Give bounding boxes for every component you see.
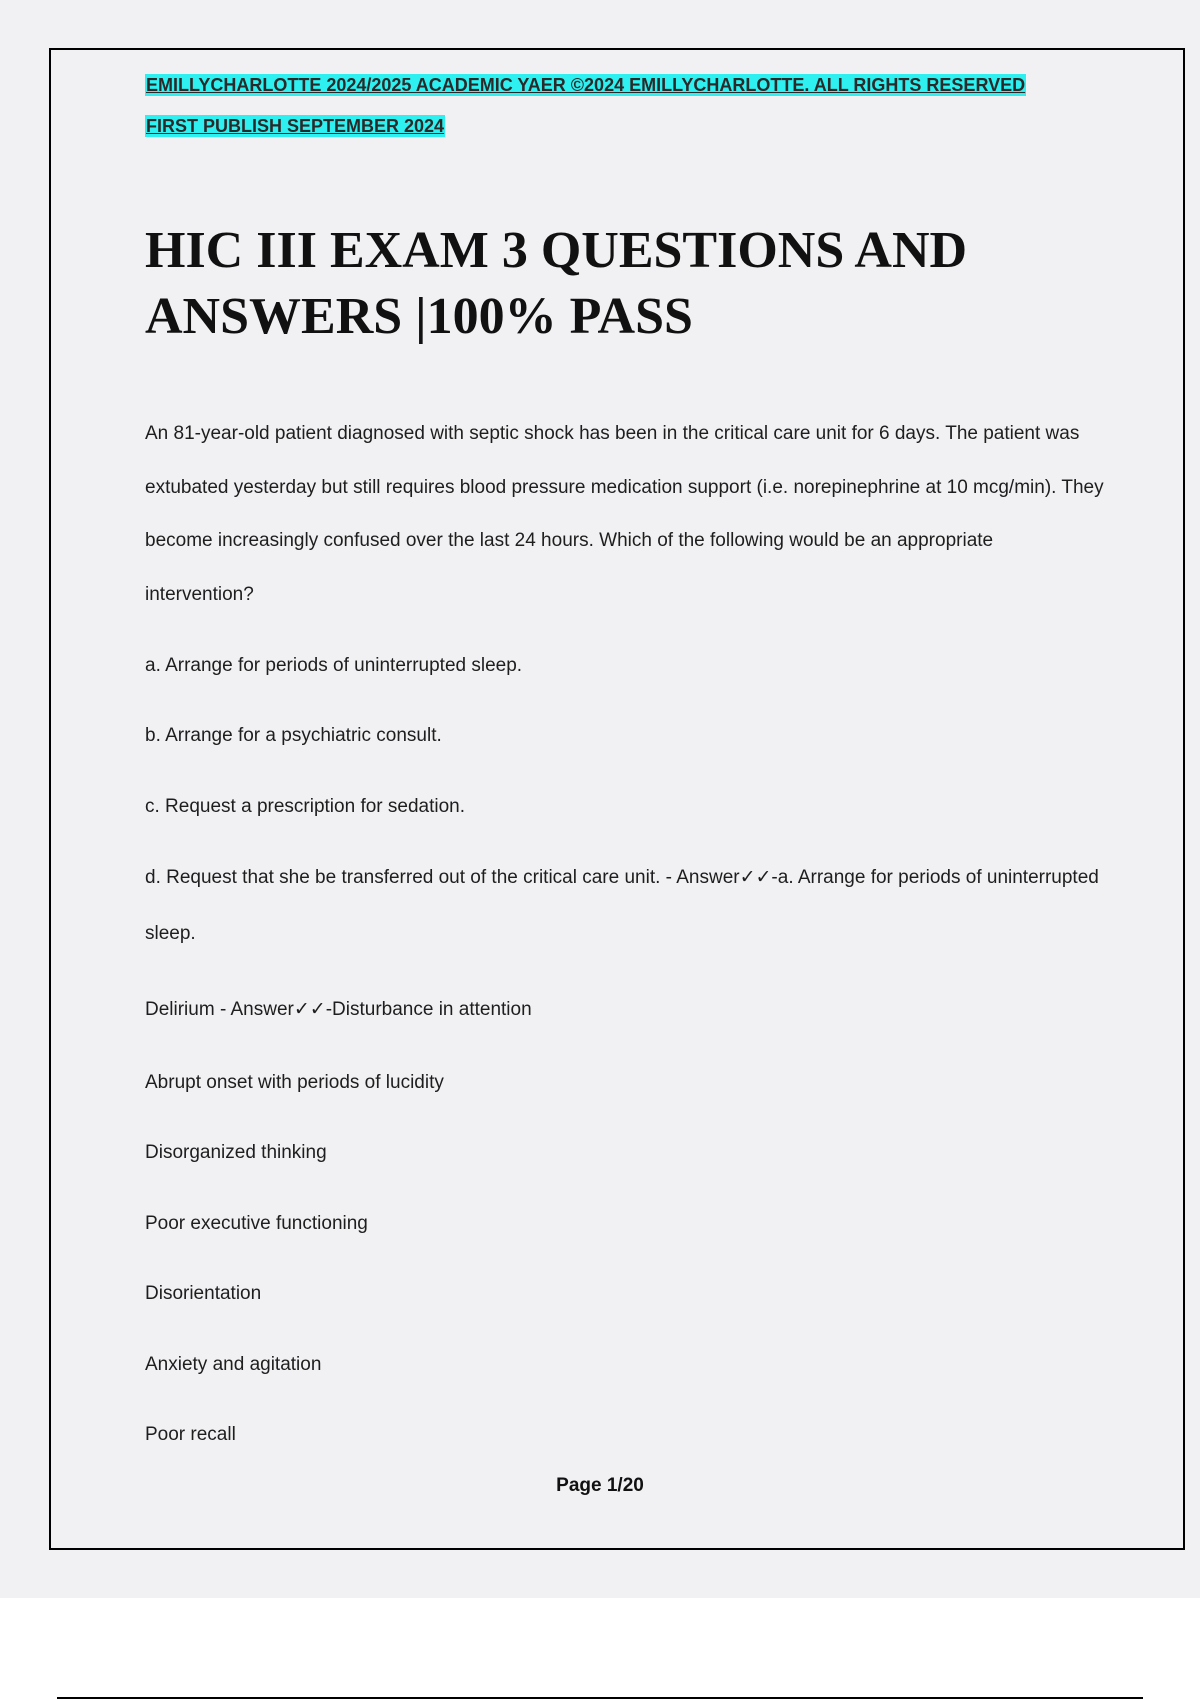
next-page-divider bbox=[57, 1697, 1143, 1699]
delirium-feature: Anxiety and agitation bbox=[145, 1354, 322, 1375]
delirium-feature: Abrupt onset with periods of lucidity bbox=[145, 1072, 444, 1093]
delirium-feature: Disorientation bbox=[145, 1283, 262, 1304]
page-number: Page 1/20 bbox=[556, 1475, 644, 1496]
copyright-header: EMILLYCHARLOTTE 2024/2025 ACADEMIC YAER ©2024 EMILLYCHARLOTTE. ALL RIGHTS RESERVED bbox=[146, 75, 1026, 95]
delirium-feature: Poor recall bbox=[145, 1424, 236, 1445]
delirium-feature: Disorganized thinking bbox=[145, 1142, 327, 1163]
delirium-feature: Poor executive functioning bbox=[145, 1213, 368, 1234]
publish-date-header: FIRST PUBLISH SEPTEMBER 2024 bbox=[146, 116, 445, 136]
option-b: b. Arrange for a psychiatric consult. bbox=[145, 725, 442, 746]
document-title: HIC III EXAM 3 QUESTIONS AND ANSWERS |100% PASS bbox=[145, 222, 968, 345]
question-text: An 81-year-old patient diagnosed with septic shock has been in the critical care unit for 6 days. The patient was extubated yesterday but still requires blood pressure medication support (i.e. norepinephrine at 10 mcg/min). They become increasingly confused over the last 24 hours. Which of the following would be an appropriate intervention? bbox=[145, 423, 1104, 605]
option-c: c. Request a prescription for sedation. bbox=[145, 796, 466, 817]
option-d-with-answer: d. Request that she be transferred out of the critical care unit. - Answer✓✓-a. Arrange for periods of uninterrupted sleep. bbox=[145, 867, 1099, 944]
delirium-definition: Delirium - Answer✓✓-Disturbance in attention bbox=[145, 999, 532, 1020]
option-a: a. Arrange for periods of uninterrupted sleep. bbox=[145, 655, 523, 676]
